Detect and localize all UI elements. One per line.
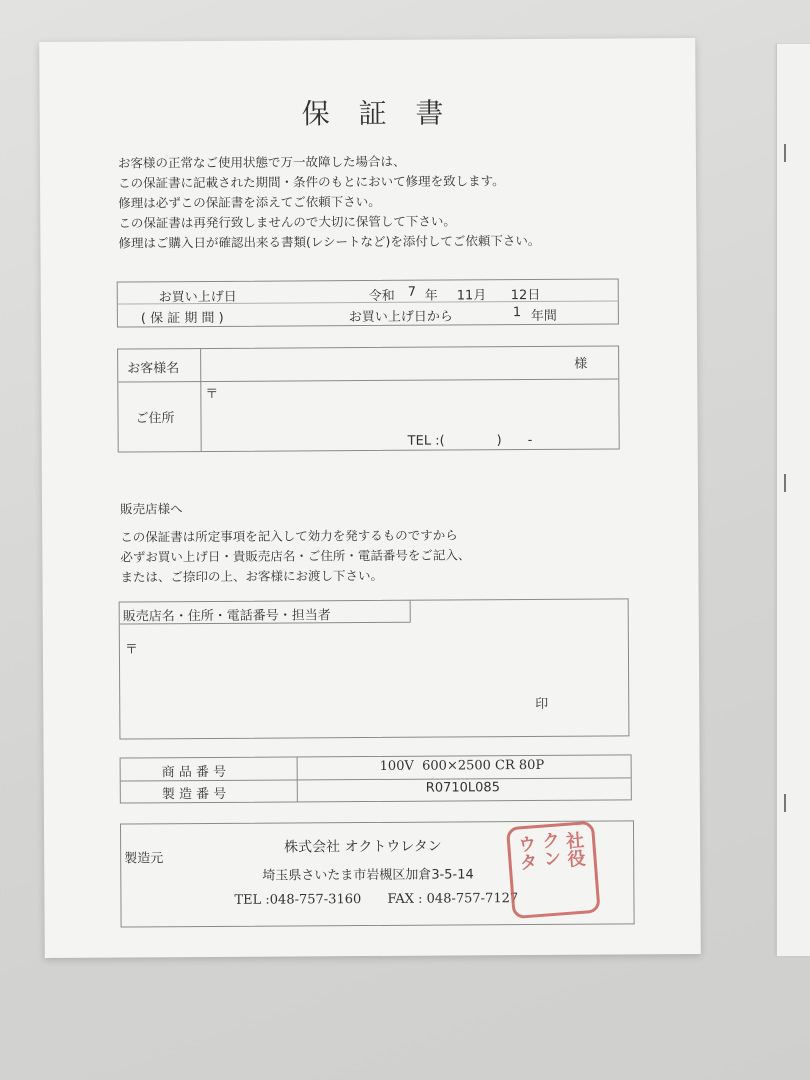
manufacturer-fax: FAX : 048-757-7127 — [387, 891, 519, 907]
purchase-date-label: お買い上げ日 — [158, 289, 237, 306]
warranty-period-value: 1 — [512, 305, 522, 321]
back-sheet — [776, 44, 810, 956]
customer-address-label: ご住所 — [135, 411, 175, 427]
warranty-period-unit: 年間 — [530, 308, 557, 325]
customer-tel: TEL :( ) - — [407, 433, 533, 449]
customer-name-label: お客様名 — [127, 361, 180, 377]
purchase-year: 7 — [407, 284, 417, 300]
intro-line: お客様の正常なご使用状態で万一故障した場合は、 — [117, 153, 406, 171]
customer-postal-mark: 〒 — [205, 386, 219, 403]
dealer-seal-mark: 印 — [535, 696, 549, 712]
purchase-day: 12日 — [510, 287, 541, 304]
dealer-postal-mark: 〒 — [124, 642, 138, 658]
manufacturer-company: 株式会社 オクトウレタン — [284, 838, 442, 856]
customer-honorific: 様 — [574, 356, 588, 372]
serial-number-value: R0710L085 — [425, 780, 501, 796]
dealer-line: 必ずお買い上げ日・貴販売店名・ご住所・電話番号をご記入、 — [120, 547, 471, 565]
purchase-era: 令和 — [368, 288, 395, 305]
dealer-line: この保証書は所定事項を記入して効力を発するものですから — [120, 527, 458, 545]
back-sheet-mark — [784, 474, 786, 492]
manufacturer-label: 製造元 — [124, 851, 164, 867]
intro-line: 修理はご購入日が確認出来る書類(レシートなど)を添付してご依頼下さい。 — [118, 232, 541, 251]
warranty-period-label: ( 保 証 期 間 ) — [140, 310, 224, 327]
purchase-month: 11月 — [456, 288, 487, 304]
model-number-label: 商 品 番 号 — [161, 764, 227, 781]
intro-line: この保証書は再発行致しませんので大切に保管して下さい。 — [118, 213, 456, 231]
serial-number-label: 製 造 番 号 — [161, 786, 227, 803]
company-seal-stamp: ウタ クン 社役 — [506, 821, 601, 919]
document-title: 保 証 書 — [301, 96, 454, 131]
dealer-line: または、ご捺印の上、お客様にお渡し下さい。 — [120, 567, 384, 585]
dealer-box-label: 販売店名・住所・電話番号・担当者 — [122, 608, 331, 625]
purchase-year-unit: 年 — [424, 288, 438, 304]
warranty-period-from: お買い上げ日から — [348, 309, 453, 326]
intro-line: 修理は必ずこの保証書を添えてご依頼下さい。 — [118, 193, 381, 211]
model-number-value: 100V 600×2500 CR 80P — [379, 757, 545, 774]
warranty-document — [39, 38, 701, 958]
back-sheet-mark — [784, 794, 786, 812]
back-sheet-mark — [784, 144, 786, 162]
manufacturer-tel: TEL :048-757-3160 — [234, 892, 362, 908]
dealer-heading: 販売店様へ — [120, 501, 183, 517]
intro-line: この保証書に記載された期間・条件のもとにおいて修理を致します。 — [118, 173, 505, 191]
manufacturer-address: 埼玉県さいたま市岩槻区加倉3-5-14 — [262, 867, 474, 884]
customer-box — [117, 345, 620, 452]
